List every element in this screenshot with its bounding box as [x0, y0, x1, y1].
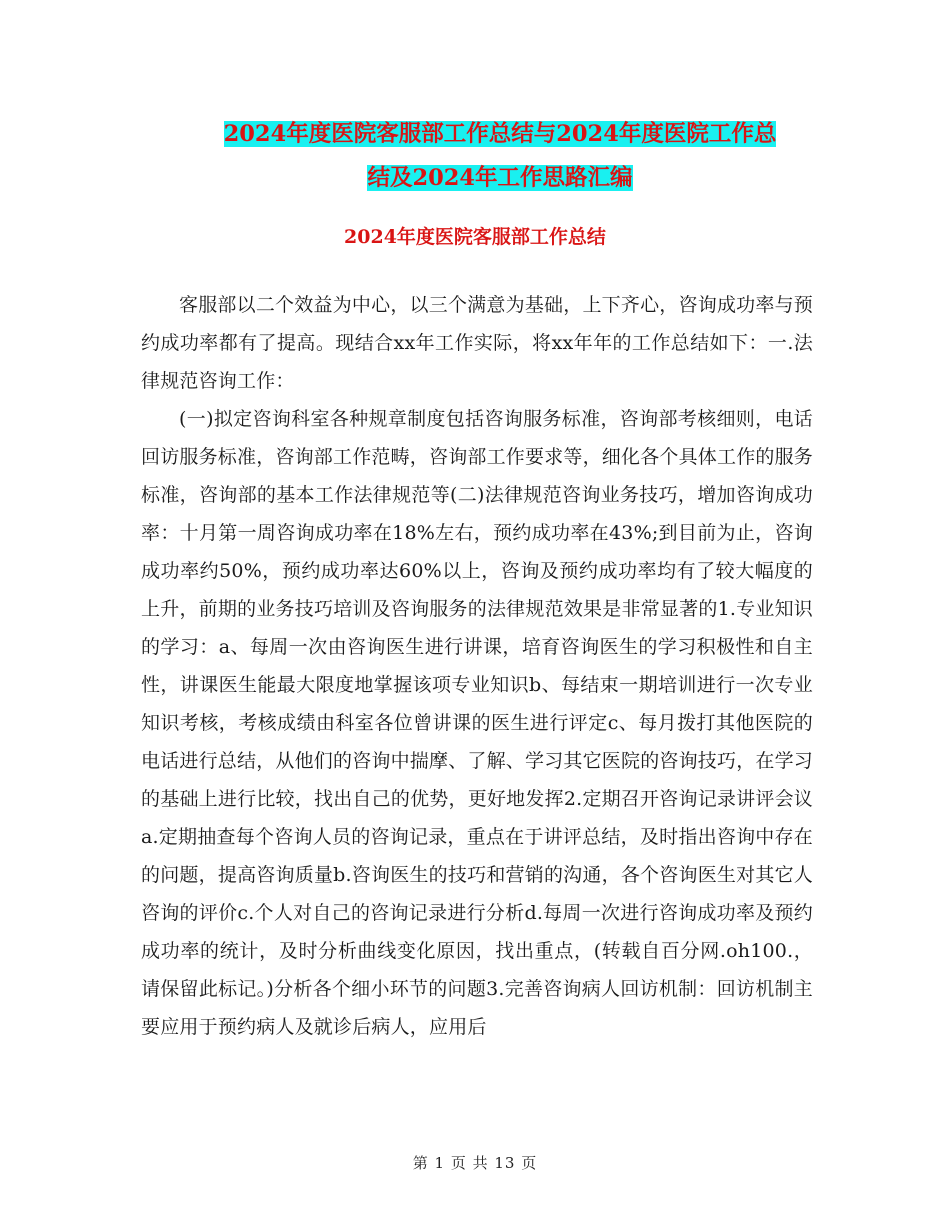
document-title-line-1: 2024年度医院客服部工作总结与2024年度医院工作总: [223, 121, 777, 147]
body-text: [141, 286, 813, 1046]
document-title-line-2: 结及2024年工作思路汇编: [367, 165, 633, 191]
document-title: [140, 112, 860, 200]
paragraph-main: (一)拟定咨询科室各种规章制度包括咨询服务标准，咨询部考核细则，电话回访服务标准，咨询部工作范畴，咨询部工作要求等，细化各个具体工作的服务标准，咨询部的基本工作法律规范等(二)法律规范咨询业务技巧，增加咨询成功率：十月第一周咨询成功率在18%左右，预约成功率在43%;到目前为止，咨询成功率约50%，预约成功率达60%以上，咨询及预约成功率均有了较大幅度的上升，前期的业务技巧培训及咨询服务的法律规范效果是非常显著的1.专业知识的学习：a、每周一次由咨询医生进行讲课，培育咨询医生的学习积极性和自主性，讲课医生能最大限度地掌握该项专业知识b、每结束一期培训进行一次专业知识考核，考核成绩由科室各位曾讲课的医生进行评定c、每月拨打其他医院的电话进行总结，从他们的咨询中揣摩、了解、学习其它医院的咨询技巧，在学习的基础上进行比较，找出自己的优势，更好地发挥2.定期召开咨询记录讲评会议a.定期抽查每个咨询人员的咨询记录，重点在于讲评总结，及时指出咨询中存在的问题，提高咨询质量b.咨询医生的技巧和营销的沟通，各个咨询医生对其它人咨询的评价c.个人对自己的咨询记录进行分析d.每周一次进行咨询成功率及预约成功率的统计，及时分析曲线变化原因，找出重点，(转载自百分网.oh100.，请保留此标记。)分析各个细小环节的问题3.完善咨询病人回访机制：回访机制主要应用于预约病人及就诊后病人，应用后: [141, 408, 814, 1038]
section-title: 2024年度医院客服部工作总结: [344, 226, 606, 248]
page-footer: 第 1 页 共 13 页: [412, 1154, 538, 1172]
paragraph-intro: 客服部以二个效益为中心，以三个满意为基础，上下齐心，咨询成功率与预约成功率都有了提高。现结合xx年工作实际，将xx年年的工作总结如下：一.法律规范咨询工作：: [141, 294, 813, 392]
